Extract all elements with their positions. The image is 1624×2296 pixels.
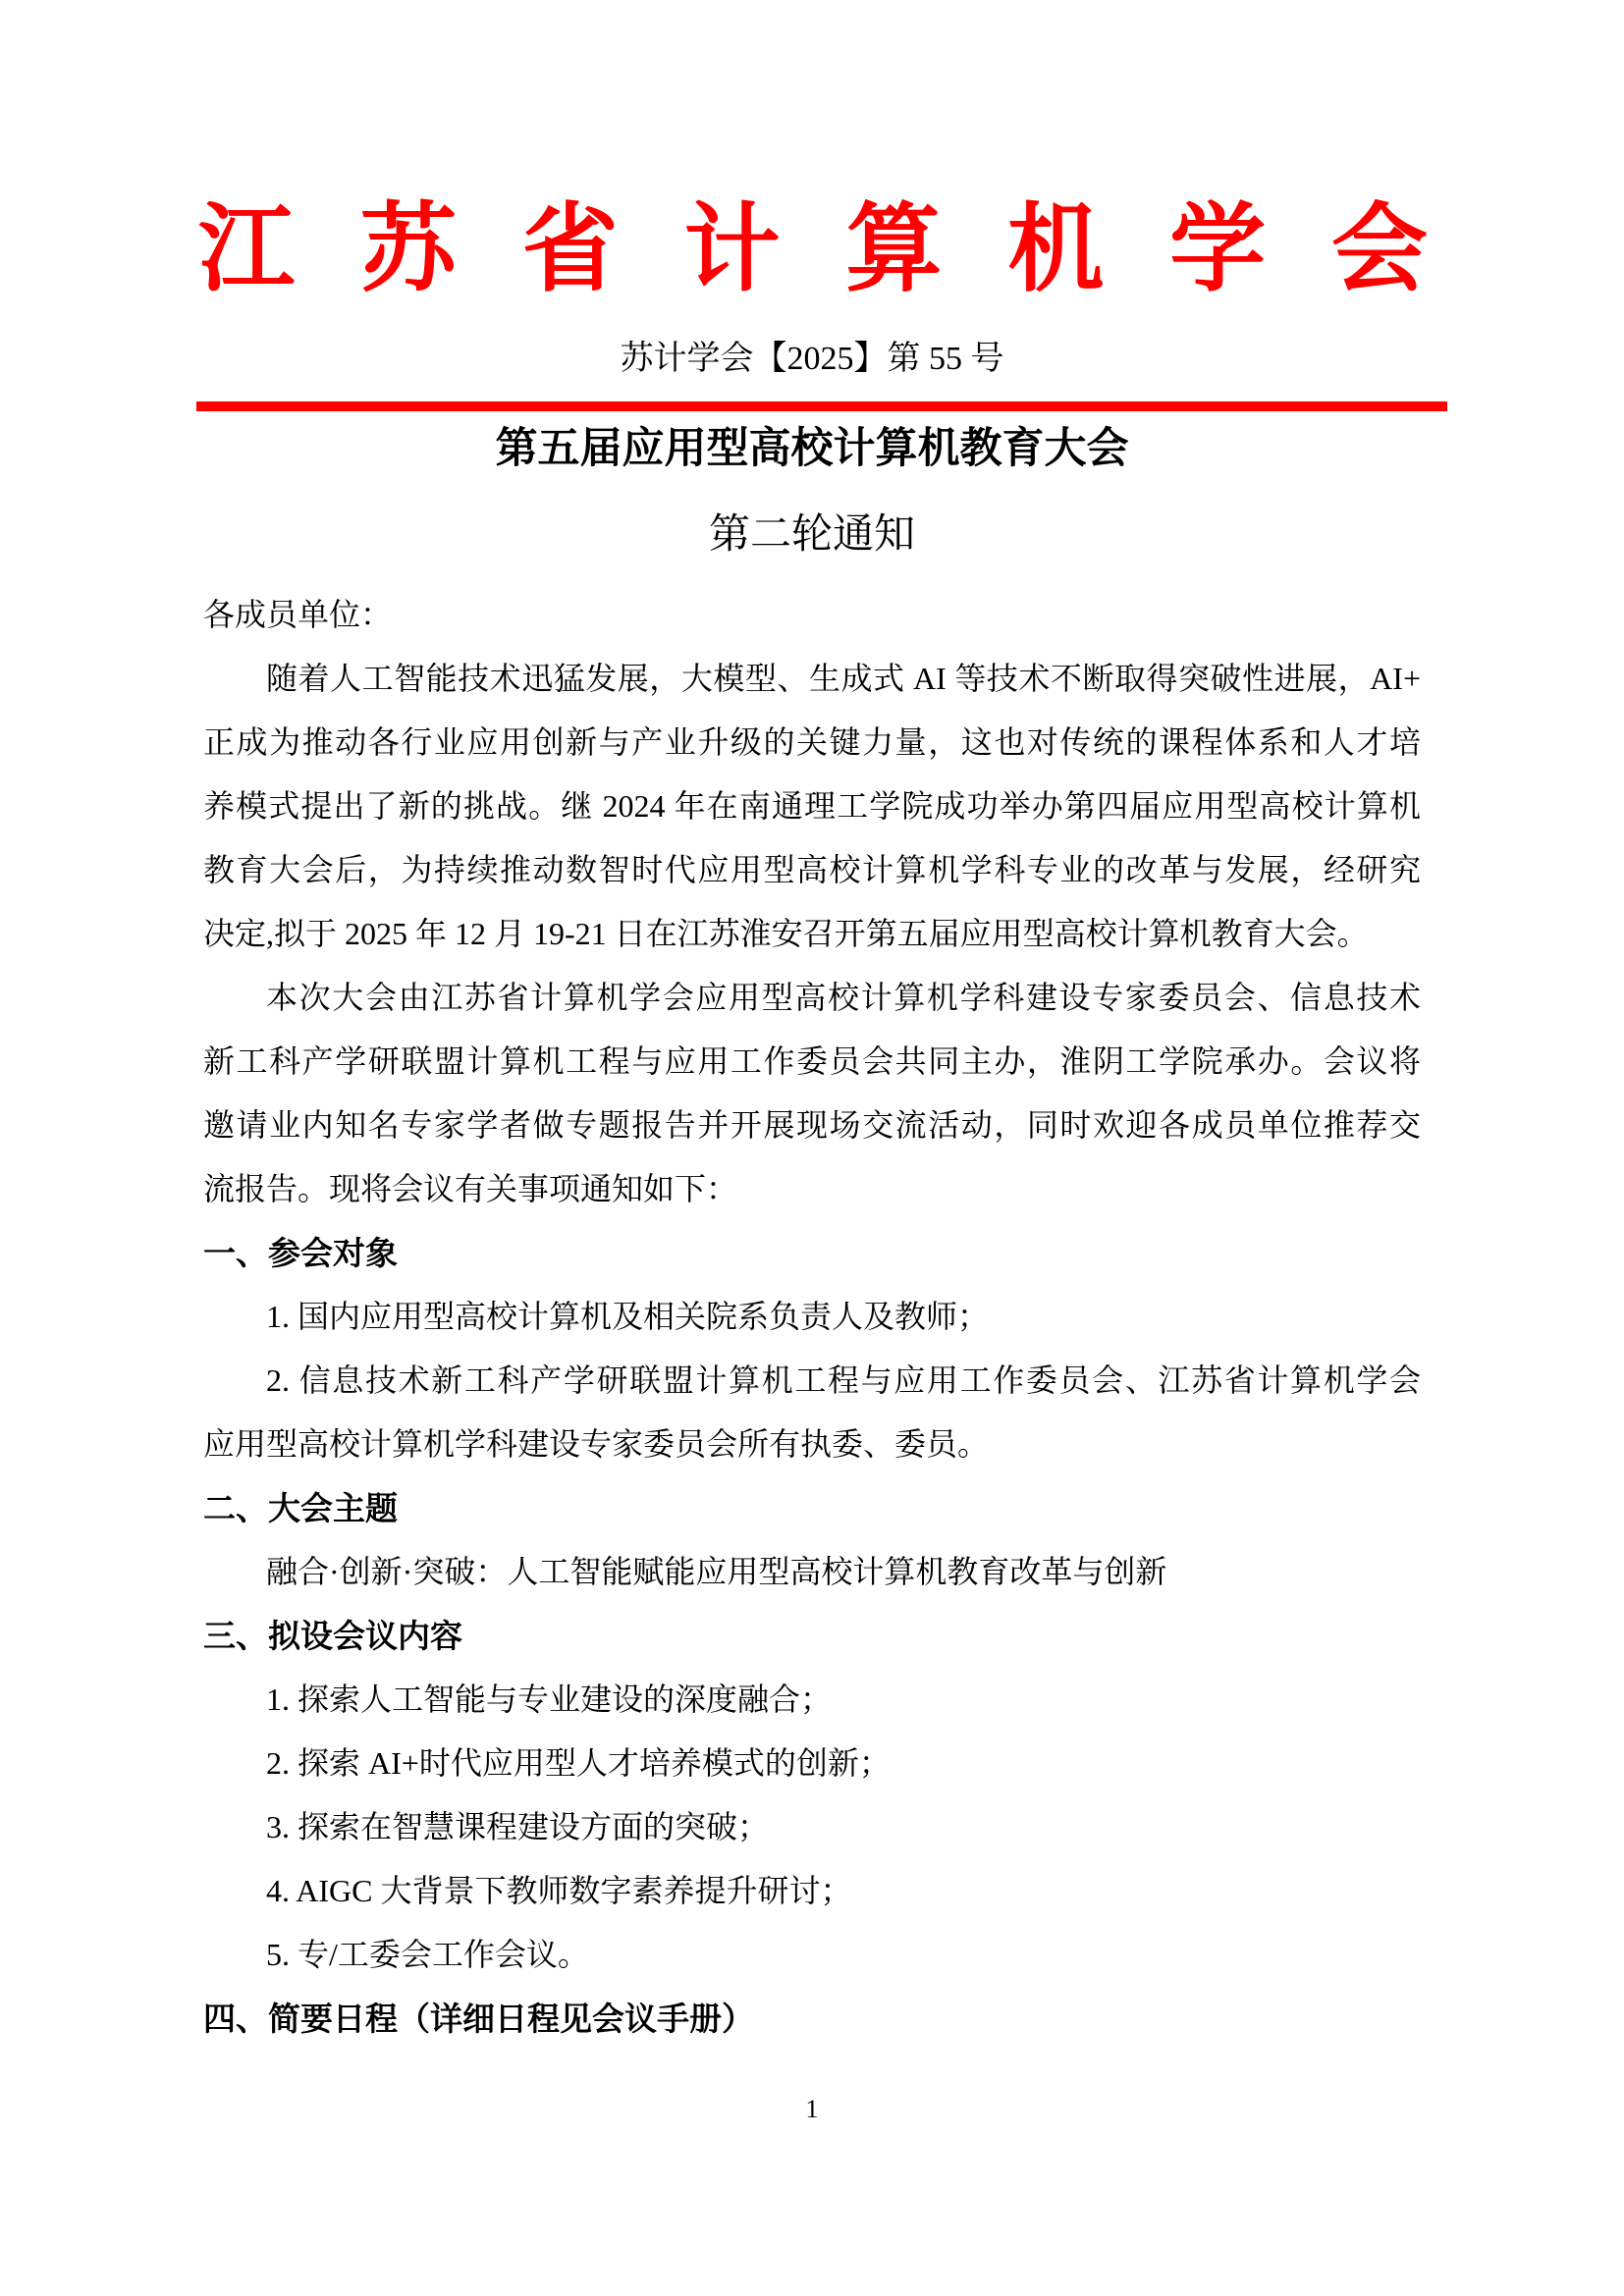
document-number: 苏计学会【2025】第 55 号 <box>620 341 1004 377</box>
body-line: 各成员单位： <box>203 597 393 632</box>
body-line: 3. 探索在智慧课程建设方面的突破； <box>266 1809 770 1844</box>
body-line: 本次大会由江苏省计算机学会应用型高校计算机学科建设专家委员会、信息技术 <box>266 980 1421 1015</box>
body-line: 决定,拟于 2025 年 12 月 19-21 日在江苏淮安召开第五届应用型高校计算机教育大会。 <box>203 916 1369 951</box>
section-heading: 一、参会对象 <box>203 1235 398 1271</box>
body-line: 正成为推动各行业应用创新与产业升级的关键力量，这也对传统的课程体系和人才培 <box>203 724 1421 760</box>
body-line: 融合·创新·突破：人工智能赋能应用型高校计算机教育改革与创新 <box>266 1554 1167 1589</box>
organization-header: 江 苏 省 计 算 机 学 会 <box>198 197 1428 303</box>
body-line: 养模式提出了新的挑战。继 2024 年在南通理工学院成功举办第四届应用型高校计算机 <box>203 788 1421 824</box>
body-line: 随着人工智能技术迅猛发展，大模型、生成式 AI 等技术不断取得突破性进展，AI+ <box>266 661 1421 696</box>
document-title: 第五届应用型高校计算机教育大会 <box>495 426 1129 472</box>
body-line: 流报告。现将会议有关事项通知如下： <box>203 1171 738 1206</box>
red-divider-line <box>196 401 1447 411</box>
body-line: 应用型高校计算机学科建设专家委员会所有执委、委员。 <box>203 1426 990 1462</box>
body-line: 教育大会后，为持续推动数智时代应用型高校计算机学科专业的改革与发展，经研究 <box>203 852 1421 887</box>
body-line: 新工科产学研联盟计算机工程与应用工作委员会共同主办，淮阴工学院承办。会议将 <box>203 1043 1421 1079</box>
document-body <box>203 583 1421 2051</box>
body-line: 5. 专/工委会工作会议。 <box>266 1937 589 1972</box>
section-heading: 四、简要日程（详细日程见会议手册） <box>203 2001 754 2037</box>
page-number: 1 <box>805 2095 819 2123</box>
body-line: 1. 探索人工智能与专业建设的深度融合； <box>266 1682 833 1717</box>
document-subtitle: 第二轮通知 <box>708 512 915 558</box>
body-line: 2. 探索 AI+时代应用型人才培养模式的创新； <box>266 1745 891 1781</box>
body-line: 1. 国内应用型高校计算机及相关院系负责人及教师； <box>266 1299 990 1334</box>
section-heading: 二、大会主题 <box>203 1490 398 1526</box>
body-line: 邀请业内知名专家学者做专题报告并开展现场交流活动，同时欢迎各成员单位推荐交 <box>203 1107 1421 1143</box>
body-line: 4. AIGC 大背景下教师数字素养提升研讨； <box>266 1873 852 1908</box>
body-line: 2. 信息技术新工科产学研联盟计算机工程与应用工作委员会、江苏省计算机学会 <box>266 1362 1421 1398</box>
section-heading: 三、拟设会议内容 <box>203 1618 462 1654</box>
